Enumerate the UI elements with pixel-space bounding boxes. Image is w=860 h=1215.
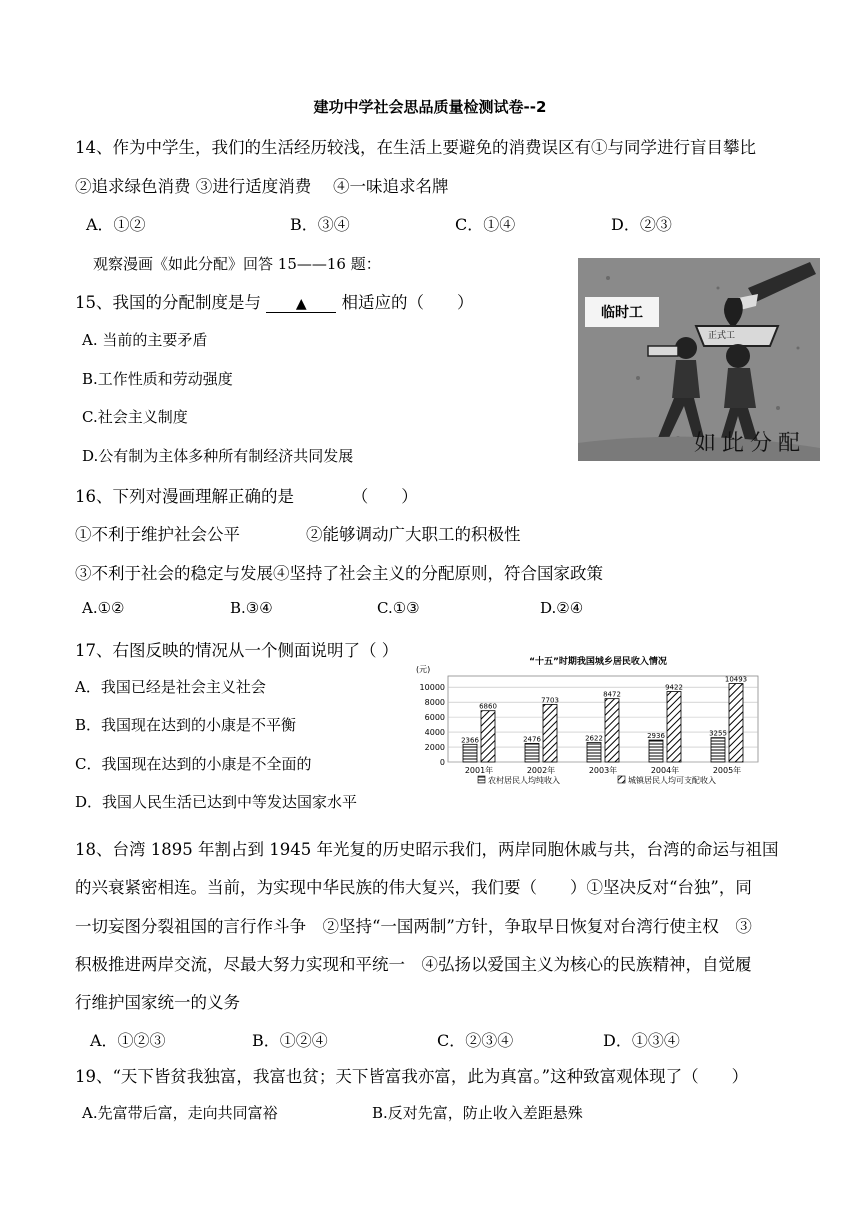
q15-option-a: A. 当前的主要矛盾 [82, 331, 208, 349]
income-chart [408, 650, 763, 795]
bar-rural-value-label: 2936 [647, 732, 665, 741]
bar-urban-value-label: 9422 [665, 683, 683, 692]
bar-urban [729, 684, 743, 762]
q15-option-d: D.公有制为主体多种所有制经济共同发展 [82, 447, 354, 465]
q18-line-5: 行维护国家统一的义务 [75, 993, 240, 1012]
bar-urban-value-label: 8472 [603, 690, 621, 699]
q14-option-d: D．②③ [611, 215, 672, 234]
q16-stem: 16、下列对漫画理解正确的是 （ ） [75, 487, 418, 506]
q15-stem [75, 289, 474, 313]
legend-label-rural: 农村居民人均纯收入 [488, 776, 560, 785]
bar-rural-value-label: 2366 [461, 736, 479, 745]
q16-items-2: ③不利于社会的稳定与发展④坚持了社会主义的分配原则，符合国家政策 [75, 564, 603, 583]
bar-rural [463, 744, 477, 762]
cartoon-image [578, 258, 820, 461]
q18-line-2: 的兴衰紧密相连。当前，为实现中华民族的伟大复兴，我们要（ ）①坚决反对“台独”，同 [75, 878, 752, 897]
x-tick-label: 2001年 [464, 766, 494, 775]
bar-urban-value-label: 10493 [724, 675, 748, 684]
cartoon-label: 临时工 [585, 297, 659, 327]
q19-option-a: A.先富带后富，走向共同富裕 [82, 1104, 278, 1122]
q18-option-c: C．②③④ [437, 1031, 514, 1050]
q18-option-a: A．①②③ [90, 1031, 166, 1050]
q17-option-d: D．我国人民生活已达到中等发达国家水平 [75, 793, 358, 811]
income-chart-svg [408, 650, 763, 795]
bar-urban [667, 692, 681, 762]
bar-rural [525, 743, 539, 762]
legend-swatch-urban [618, 776, 625, 783]
q18-line-4: 积极推进两岸交流，尽最大努力实现和平统一 ④弘扬以爱国主义为核心的民族精神，自觉履 [75, 955, 752, 974]
legend-label-urban: 城镇居民人均可支配收入 [628, 776, 716, 785]
x-tick-label: 2002年 [526, 766, 556, 775]
cartoon-sign: 正式工 [708, 331, 736, 341]
bar-rural-value-label: 2622 [585, 734, 603, 743]
page-title: 建功中学社会思品质量检测试卷--2 [313, 98, 547, 116]
q14-stem-line-1: 14、作为中学生，我们的生活经历较浅，在生活上要避免的消费误区有①与同学进行盲目攀比 [75, 138, 756, 157]
y-tick-label: 6000 [424, 713, 445, 723]
bar-rural [649, 740, 663, 762]
bar-urban-value-label: 7703 [541, 696, 559, 705]
q17-stem: 17、右图反映的情况从一个侧面说明了（ ） [75, 641, 399, 660]
y-tick-label: 8000 [424, 698, 445, 708]
q16-option-c: C.①③ [377, 599, 420, 617]
y-tick-label: 4000 [424, 728, 445, 738]
chart-plot-area [420, 676, 758, 785]
q16-items-1: ①不利于维护社会公平 ②能够调动广大职工的积极性 [75, 525, 521, 544]
legend-swatch-rural [478, 776, 485, 783]
q16-option-a: A.①② [82, 599, 125, 617]
bar-rural-value-label: 3255 [709, 729, 727, 738]
q17-option-a: A．我国已经是社会主义社会 [75, 678, 266, 696]
q19-option-b: B.反对先富，防止收入差距悬殊 [372, 1104, 583, 1122]
cartoon-intro: 观察漫画《如此分配》回答 15——16 题： [93, 255, 381, 273]
x-tick-label: 2005年 [712, 766, 742, 775]
q14-option-c: C．①④ [455, 215, 516, 234]
cartoon-caption: 如此分配 [693, 431, 806, 456]
q16-option-b: B.③④ [230, 599, 273, 617]
q14-stem-line-2: ②追求绿色消费 ③进行适度消费 ④一味追求名牌 [75, 177, 449, 196]
bar-rural [711, 738, 725, 762]
q19-stem: 19、“天下皆贫我独富，我富也贫；天下皆富我亦富，此为真富。”这种致富观体现了（ ） [75, 1067, 749, 1086]
q15-option-c: C.社会主义制度 [82, 408, 188, 426]
bar-urban [481, 711, 495, 762]
q15-stem-pre: 15、我国的分配制度是与 [75, 293, 261, 312]
q18-option-b: B．①②④ [252, 1031, 328, 1050]
q17-option-b: B．我国现在达到的小康是不平衡 [75, 716, 297, 734]
chart-y-unit: (元) [416, 665, 431, 674]
q16-option-d: D.②④ [540, 599, 584, 617]
x-tick-label: 2003年 [588, 766, 618, 775]
y-tick-label: 2000 [424, 743, 445, 753]
x-tick-label: 2004年 [650, 766, 680, 775]
q18-option-d: D．①③④ [603, 1031, 680, 1050]
chart-title: “十五”时期我国城乡居民收入情况 [529, 657, 667, 667]
bar-rural [587, 742, 601, 762]
bar-urban [605, 699, 619, 762]
q18-line-1: 18、台湾 1895 年割占到 1945 年光复的历史昭示我们，两岸同胞休戚与共，台湾的命运与祖国 [75, 840, 779, 859]
y-tick-label: 10000 [419, 683, 445, 693]
q14-option-b: B．③④ [290, 215, 350, 234]
q18-line-3: 一切妄图分裂祖国的言行作斗争 ②坚持“一国两制”方针，争取早日恢复对台湾行使主权 ③ [75, 917, 752, 936]
q14-option-a: A．①② [86, 215, 146, 234]
q15-option-b: B.工作性质和劳动强度 [82, 370, 233, 388]
y-tick-label: 0 [439, 758, 445, 767]
bar-urban-value-label: 6860 [479, 702, 497, 711]
q15-blank [266, 293, 336, 313]
bar-rural-value-label: 2476 [523, 735, 541, 744]
bar-urban [543, 704, 557, 762]
q17-option-c: C．我国现在达到的小康是不全面的 [75, 755, 312, 773]
q15-stem-post: 相适应的（ ） [341, 293, 474, 312]
blank-mark: ▲ [295, 296, 307, 312]
